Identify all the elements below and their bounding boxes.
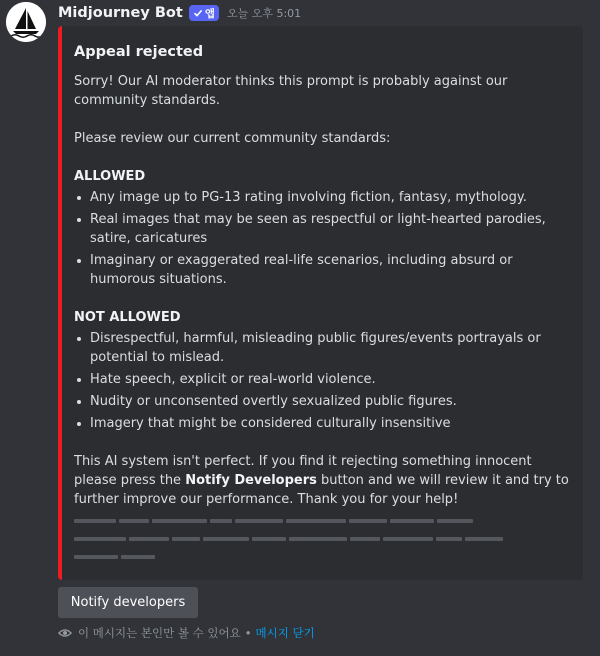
message-header (58, 2, 301, 24)
app-badge-label: 앱 (204, 7, 215, 20)
author-name[interactable]: Midjourney Bot (58, 5, 183, 21)
allowed-list (74, 188, 571, 289)
notify-developers-button[interactable]: Notify developers (58, 587, 198, 618)
app-badge (189, 5, 219, 21)
redacted-text (74, 518, 571, 559)
allowed-item: Real images that may be seen as respectful or light-hearted parodies, satire, caricatures (74, 210, 571, 248)
not-allowed-list (74, 329, 571, 433)
sailboat-logo-icon (6, 2, 46, 42)
not-allowed-item: Imagery that might be considered culturally insensitive (74, 414, 571, 433)
allowed-item: Any image up to PG-13 rating involving fiction, fantasy, mythology. (74, 188, 571, 207)
embed-intro: Sorry! Our AI moderator thinks this prompt is probably against our community standards. (74, 74, 508, 108)
check-icon (193, 8, 203, 18)
not-allowed-item: Disrespectful, harmful, misleading public figures/events portrayals or potential to mislead. (74, 329, 571, 367)
dismiss-message-link[interactable]: 메시지 닫기 (255, 626, 315, 640)
avatar[interactable] (6, 2, 46, 42)
not-allowed-item: Nudity or unconsented overtly sexualized public figures. (74, 392, 571, 411)
not-allowed-heading: NOT ALLOWED (74, 310, 181, 325)
closing-text-1: This AI system isn't perfect. If you find it rejecting something innocent please press the (74, 454, 532, 488)
closing-bold: Notify Developers (185, 473, 317, 488)
embed-card (58, 26, 583, 580)
embed-title: Appeal rejected (74, 44, 204, 60)
not-allowed-item: Hate speech, explicit or real-world violence. (74, 370, 571, 389)
closing-paragraph (74, 452, 571, 509)
timestamp[interactable]: 오늘 오후 5:01 (226, 7, 302, 20)
closing-text-2: button and we will review it and try to further improve our performance. Thank you for your help! (74, 473, 569, 507)
allowed-item: Imaginary or exaggerated real-life scenarios, including absurd or humorous situations. (74, 251, 571, 289)
ephemeral-notice (58, 624, 315, 642)
separator-dot: • (244, 626, 252, 640)
review-line: Please review our current community standards: (74, 131, 391, 146)
eye-icon (58, 626, 72, 640)
ephemeral-note: 이 메시지는 본인만 볼 수 있어요 (78, 626, 241, 640)
allowed-heading: ALLOWED (74, 169, 146, 184)
